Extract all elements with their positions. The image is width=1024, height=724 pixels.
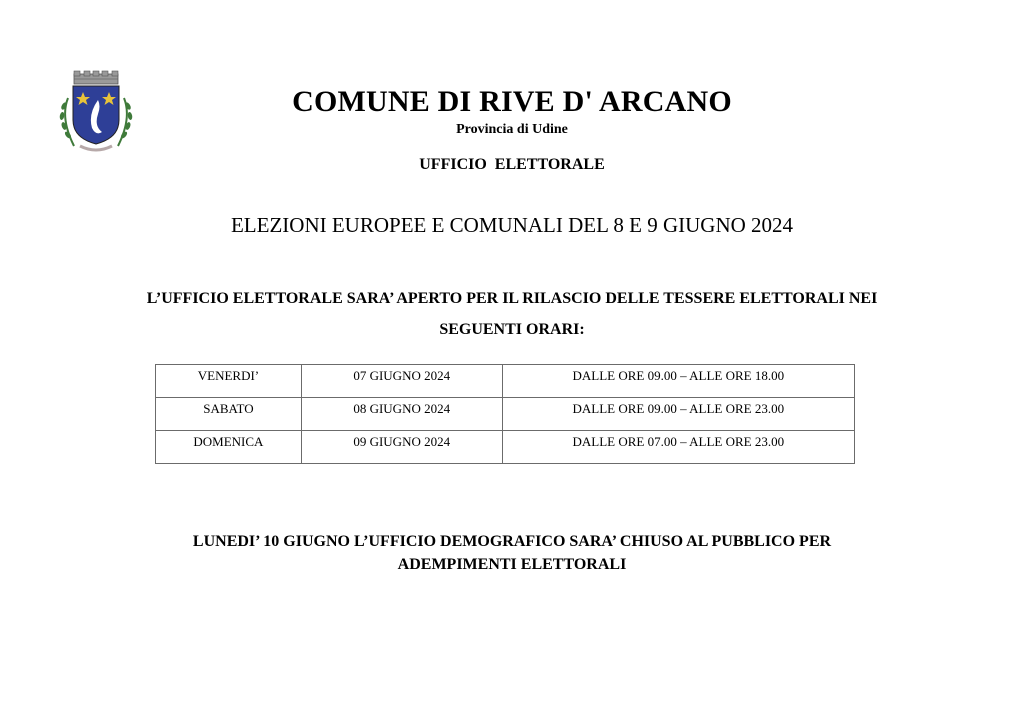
table-row xyxy=(156,431,855,464)
schedule-table xyxy=(155,364,855,464)
municipality-title: COMUNE DI RIVE D' ARCANO xyxy=(292,85,732,118)
opening-notice-line: L’UFFICIO ELETTORALE SARA’ APERTO PER IL RILASCIO DELLE TESSERE ELETTORALI NEI xyxy=(146,290,878,307)
hours-cell: DALLE ORE 09.00 – ALLE ORE 23.00 xyxy=(502,398,854,431)
date-cell: 08 GIUGNO 2024 xyxy=(301,398,502,431)
hours-cell: DALLE ORE 07.00 – ALLE ORE 23.00 xyxy=(502,431,854,464)
election-title: ELEZIONI EUROPEE E COMUNALI DEL 8 E 9 GIUGNO 2024 xyxy=(230,213,794,237)
date-cell: 07 GIUGNO 2024 xyxy=(301,365,502,398)
table-row xyxy=(156,365,855,398)
opening-notice-line: SEGUENTI ORARI: xyxy=(439,321,585,338)
closure-notice-line: LUNEDI’ 10 GIUGNO L’UFFICIO DEMOGRAFICO SARA’ CHIUSO AL PUBBLICO PER xyxy=(192,533,832,550)
table-row xyxy=(156,398,855,431)
crown-icon xyxy=(74,71,118,84)
day-cell: SABATO xyxy=(156,398,302,431)
closure-notice xyxy=(60,530,964,576)
date-cell: 09 GIUGNO 2024 xyxy=(301,431,502,464)
day-cell: VENERDI’ xyxy=(156,365,302,398)
day-cell: DOMENICA xyxy=(156,431,302,464)
office-name: UFFICIO ELETTORALE xyxy=(419,156,605,173)
hours-cell: DALLE ORE 09.00 – ALLE ORE 18.00 xyxy=(502,365,854,398)
province-subtitle: Provincia di Udine xyxy=(456,122,568,137)
opening-notice xyxy=(40,283,984,345)
closure-notice-line: ADEMPIMENTI ELETTORALI xyxy=(397,556,627,573)
